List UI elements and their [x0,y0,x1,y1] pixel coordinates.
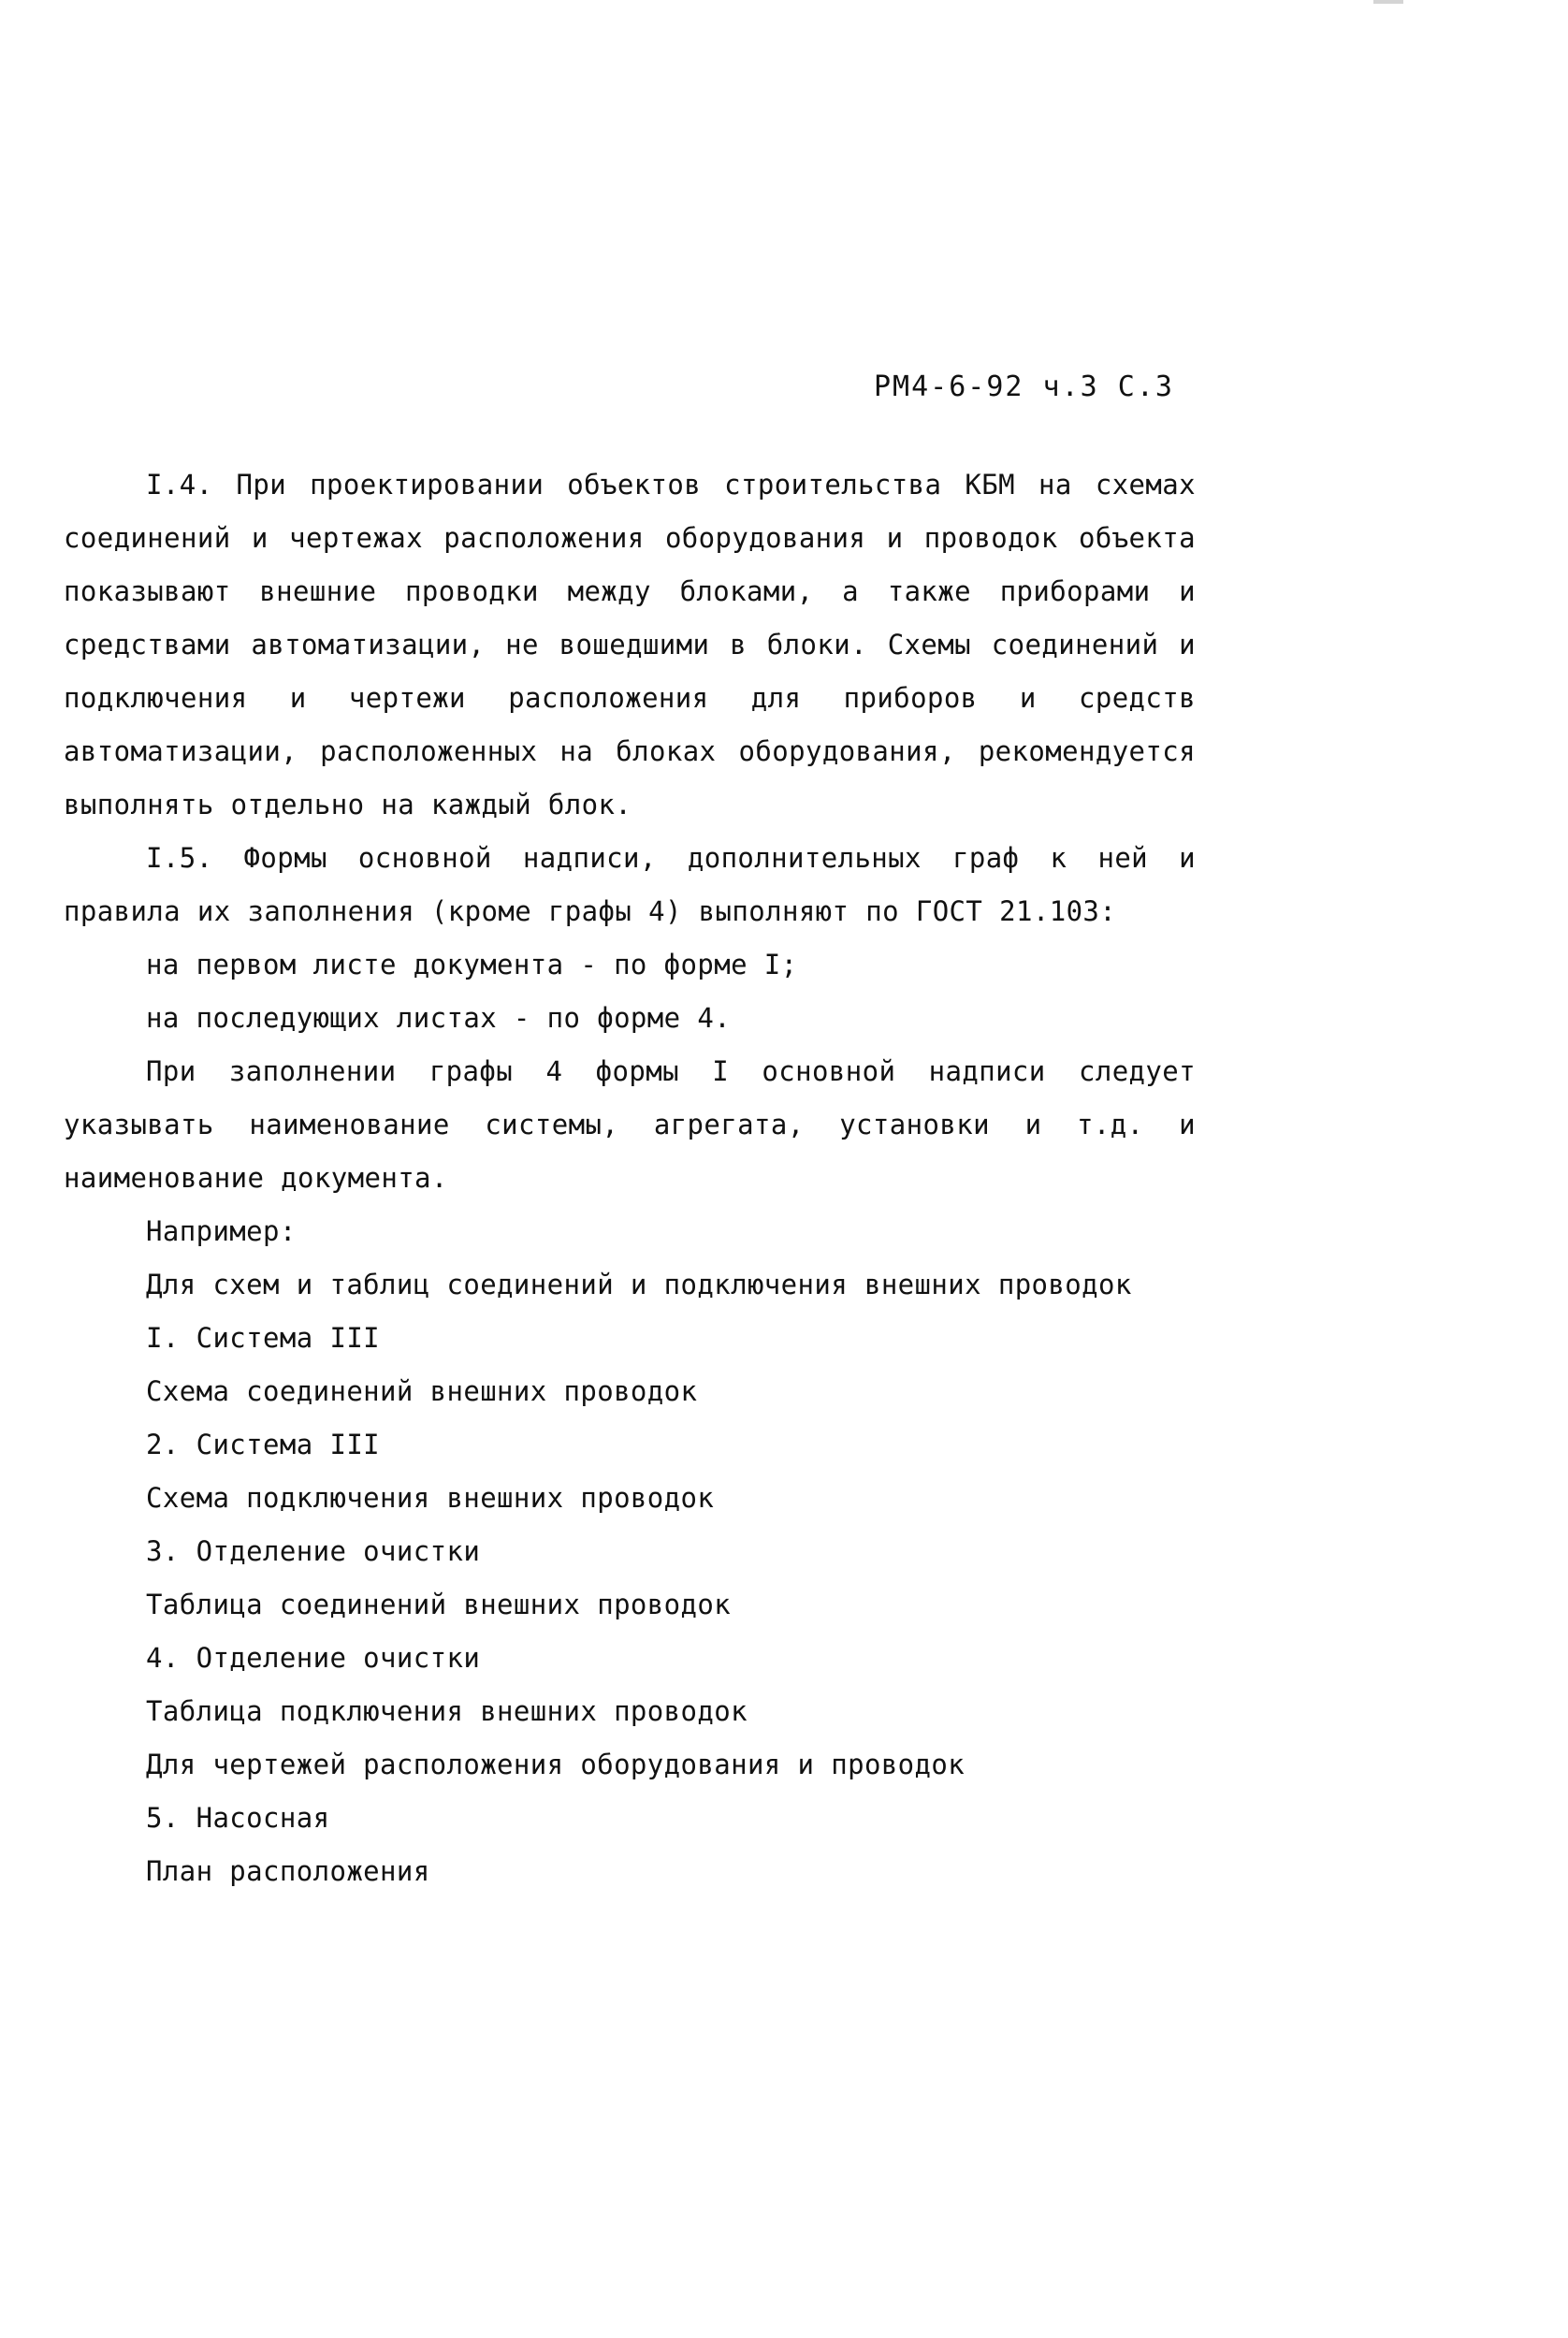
example-line: I. Система III [146,1322,381,1354]
example-line: 2. Система III [146,1429,381,1460]
example-line: 3. Отделение очистки [146,1535,481,1567]
paragraph-1-5: I.5. Формы основной надписи, дополнительных граф к ней и правила их заполнения (кроме графы 4) выполняют по ГОСТ 21.103: [64,842,1196,927]
example-line: Для схем и таблиц соединений и подключения внешних проводок [146,1269,1132,1300]
example-line: План расположения [146,1855,430,1887]
paragraph-fill-rule: При заполнении графы 4 формы I основной надписи следует указывать наименование системы, агрегата, установки и т.д. и наименование документа. [64,1055,1196,1194]
example-line: 4. Отделение очистки [146,1642,481,1674]
paragraph-1-4: I.4. При проектировании объектов строительства КБМ на схемах соединений и чертежах расположения оборудования и проводок объекта показывают внешние проводки между блоками, а также приборами и средствами автоматизации, не вошедшими в блоки. Схемы соединений и подключения и чертежи расположения для приборов и средств автоматизации, расположенных на блоках оборудования, рекомендуется выполнять отдельно на каждый блок. [64,469,1196,820]
examples-intro: Например: [146,1215,297,1247]
page-reference: РМ4-6-92 ч.3 С.3 [874,370,1174,403]
scan-corner-mark [1373,0,1403,4]
example-line: Схема подключения внешних проводок [146,1482,715,1514]
example-line: Схема соединений внешних проводок [146,1375,698,1407]
example-line: Таблица соединений внешних проводок [146,1589,732,1620]
document-body [64,458,1196,1898]
form-next-sheets: на последующих листах - по форме 4. [146,1002,732,1034]
example-line: Для чертежей расположения оборудования и проводок [146,1749,965,1780]
example-line: Таблица подключения внешних проводок [146,1695,748,1727]
form-first-sheet: на первом листе документа - по форме I; [146,949,798,980]
example-line: 5. Насосная [146,1802,330,1834]
